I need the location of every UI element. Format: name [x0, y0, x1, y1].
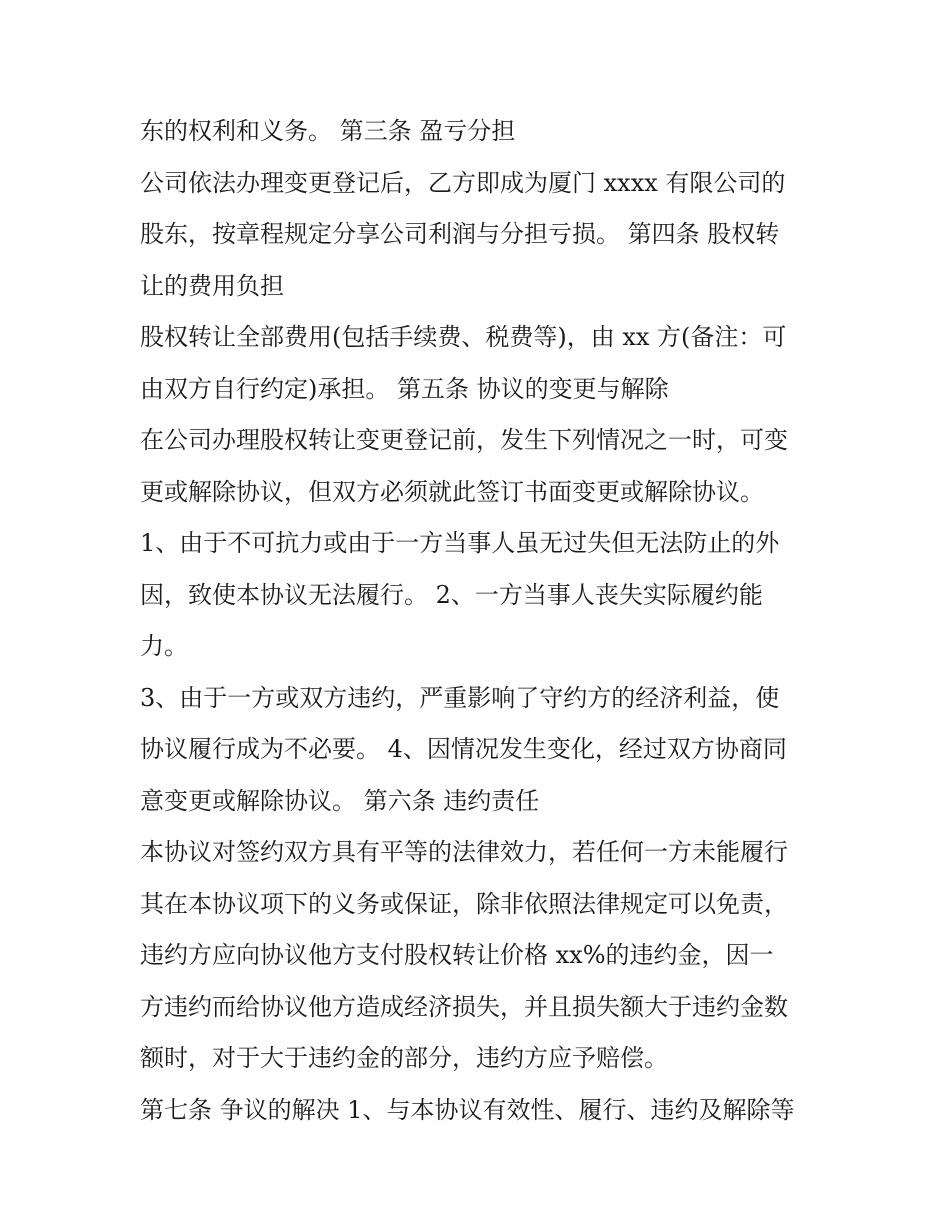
- text-line: 意变更或解除协议。 第六条 违约责任: [140, 786, 540, 815]
- text-line: 公司依法办理变更登记后，乙方即成为厦门 xxxx 有限公司的: [140, 168, 786, 197]
- text-line: 股权转让全部费用(包括手续费、税费等)，由 xx 方(备注：可: [140, 323, 787, 351]
- text-line: 3、由于一方或双方违约，严重影响了守约方的经济利益，使: [140, 683, 780, 712]
- text-line: 在公司办理股权转让变更登记前，发生下列情况之一时，可变: [140, 426, 788, 454]
- text-line: 由双方自行约定)承担。 第五条 协议的变更与解除: [140, 374, 669, 403]
- text-line: 让的费用负担: [140, 271, 284, 300]
- text-line: 违约方应向协议他方支付股权转让价格 xx%的违约金，因一: [140, 941, 774, 969]
- contract-body-text: [140, 106, 820, 1136]
- text-line: 协议履行成为不必要。 4、因情况发生变化，经过双方协商同: [140, 735, 787, 763]
- text-line: 其在本协议项下的义务或保证，除非依照法律规定可以免责，: [140, 889, 788, 918]
- text-line: 1、由于不可抗力或由于一方当事人虽无过失但无法防止的外: [140, 529, 780, 557]
- text-line: 第七条 争议的解决 1、与本协议有效性、履行、违约及解除等: [140, 1095, 795, 1124]
- text-line: 本协议对签约双方具有平等的法律效力，若任何一方未能履行: [140, 838, 788, 866]
- text-line: 方违约而给协议他方造成经济损失，并且损失额大于违约金数: [140, 992, 788, 1021]
- text-line: 东的权利和义务。 第三条 盈亏分担: [140, 117, 516, 145]
- text-line: 股东，按章程规定分享公司利润与分担亏损。 第四条 股权转: [140, 220, 780, 248]
- text-line: 额时，对于大于违约金的部分，违约方应予赔偿。: [140, 1044, 668, 1072]
- text-line: 因，致使本协议无法履行。 2、一方当事人丧失实际履约能: [140, 580, 763, 609]
- text-line: 更或解除协议，但双方必须就此签订书面变更或解除协议。: [140, 477, 764, 506]
- text-line: 力。: [140, 632, 188, 660]
